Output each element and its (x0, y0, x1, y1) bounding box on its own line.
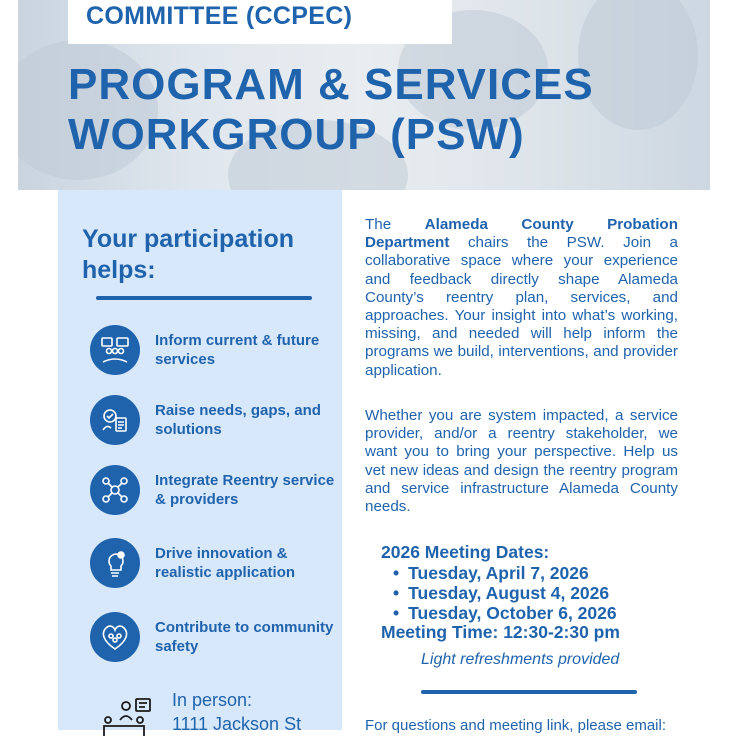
benefit-text: Contribute to community safety (155, 619, 334, 655)
benefit-text: Raise needs, gaps, and solutions (155, 402, 321, 438)
committee-label-text: COMMITTEE (CCPEC) (86, 2, 353, 30)
meeting-table-icon (86, 698, 156, 738)
lightbulb-gear-icon (90, 538, 140, 588)
benefit-text: Inform current & future services (155, 332, 320, 368)
participation-panel (58, 190, 342, 734)
needs-checklist-icon (90, 395, 140, 445)
services-feedback-icon (90, 325, 140, 375)
page-title-line1: PROGRAM & SERVICES (68, 60, 594, 109)
refreshments-note: Light refreshments provided (421, 651, 620, 668)
hero-banner (18, 0, 710, 190)
section-divider (421, 690, 637, 694)
intro-paragraph (365, 216, 678, 380)
page-title-line2: WORKGROUP (PSW) (68, 110, 525, 159)
heart-community-icon (90, 612, 140, 662)
participation-heading: Your participation helps: (82, 225, 295, 284)
perspective-paragraph: Whether you are system impacted, a service provider, and/or a reentry stakeholder, we want you to bring your perspective. Help us vet new ideas and design the reentry program and service infrastructure Alameda County needs. (365, 407, 678, 516)
benefit-item (90, 395, 330, 447)
benefit-item (90, 325, 330, 377)
benefit-item (90, 612, 334, 664)
heading-divider (96, 296, 312, 300)
benefit-item (90, 465, 335, 517)
meeting-dates-title: 2026 Meeting Dates: (381, 542, 550, 562)
intro-prefix: The (365, 216, 392, 233)
address-line: 1111 Jackson St (172, 714, 302, 734)
meeting-dates-list (393, 563, 617, 623)
meeting-date-item: • Tuesday, October 6, 2026 (393, 603, 617, 623)
benefit-item (90, 538, 330, 590)
meeting-date-item: • Tuesday, August 4, 2026 (393, 583, 617, 603)
benefit-text: Integrate Reentry service & providers (155, 472, 335, 508)
in-person-label: In person: (172, 690, 253, 710)
intro-rest: chairs the PSW. Join a collaborative space where your experience and feedback directly shape Alameda County’s reentry plan, services, and approaches. Your insight into what’s working, missing, and needed will help inform the programs we build, interventions, and provider application. (365, 234, 678, 379)
meeting-time: Meeting Time: 12:30-2:30 pm (381, 622, 620, 642)
meeting-date-item: • Tuesday, April 7, 2026 (393, 563, 617, 583)
contact-text: For questions and meeting link, please email: (365, 717, 666, 734)
page-title (68, 60, 594, 160)
committee-label (68, 0, 452, 44)
benefit-text: Drive innovation & realistic application (155, 545, 296, 581)
department-name: Alameda County Probation Department (365, 216, 678, 252)
network-people-icon (90, 465, 140, 515)
